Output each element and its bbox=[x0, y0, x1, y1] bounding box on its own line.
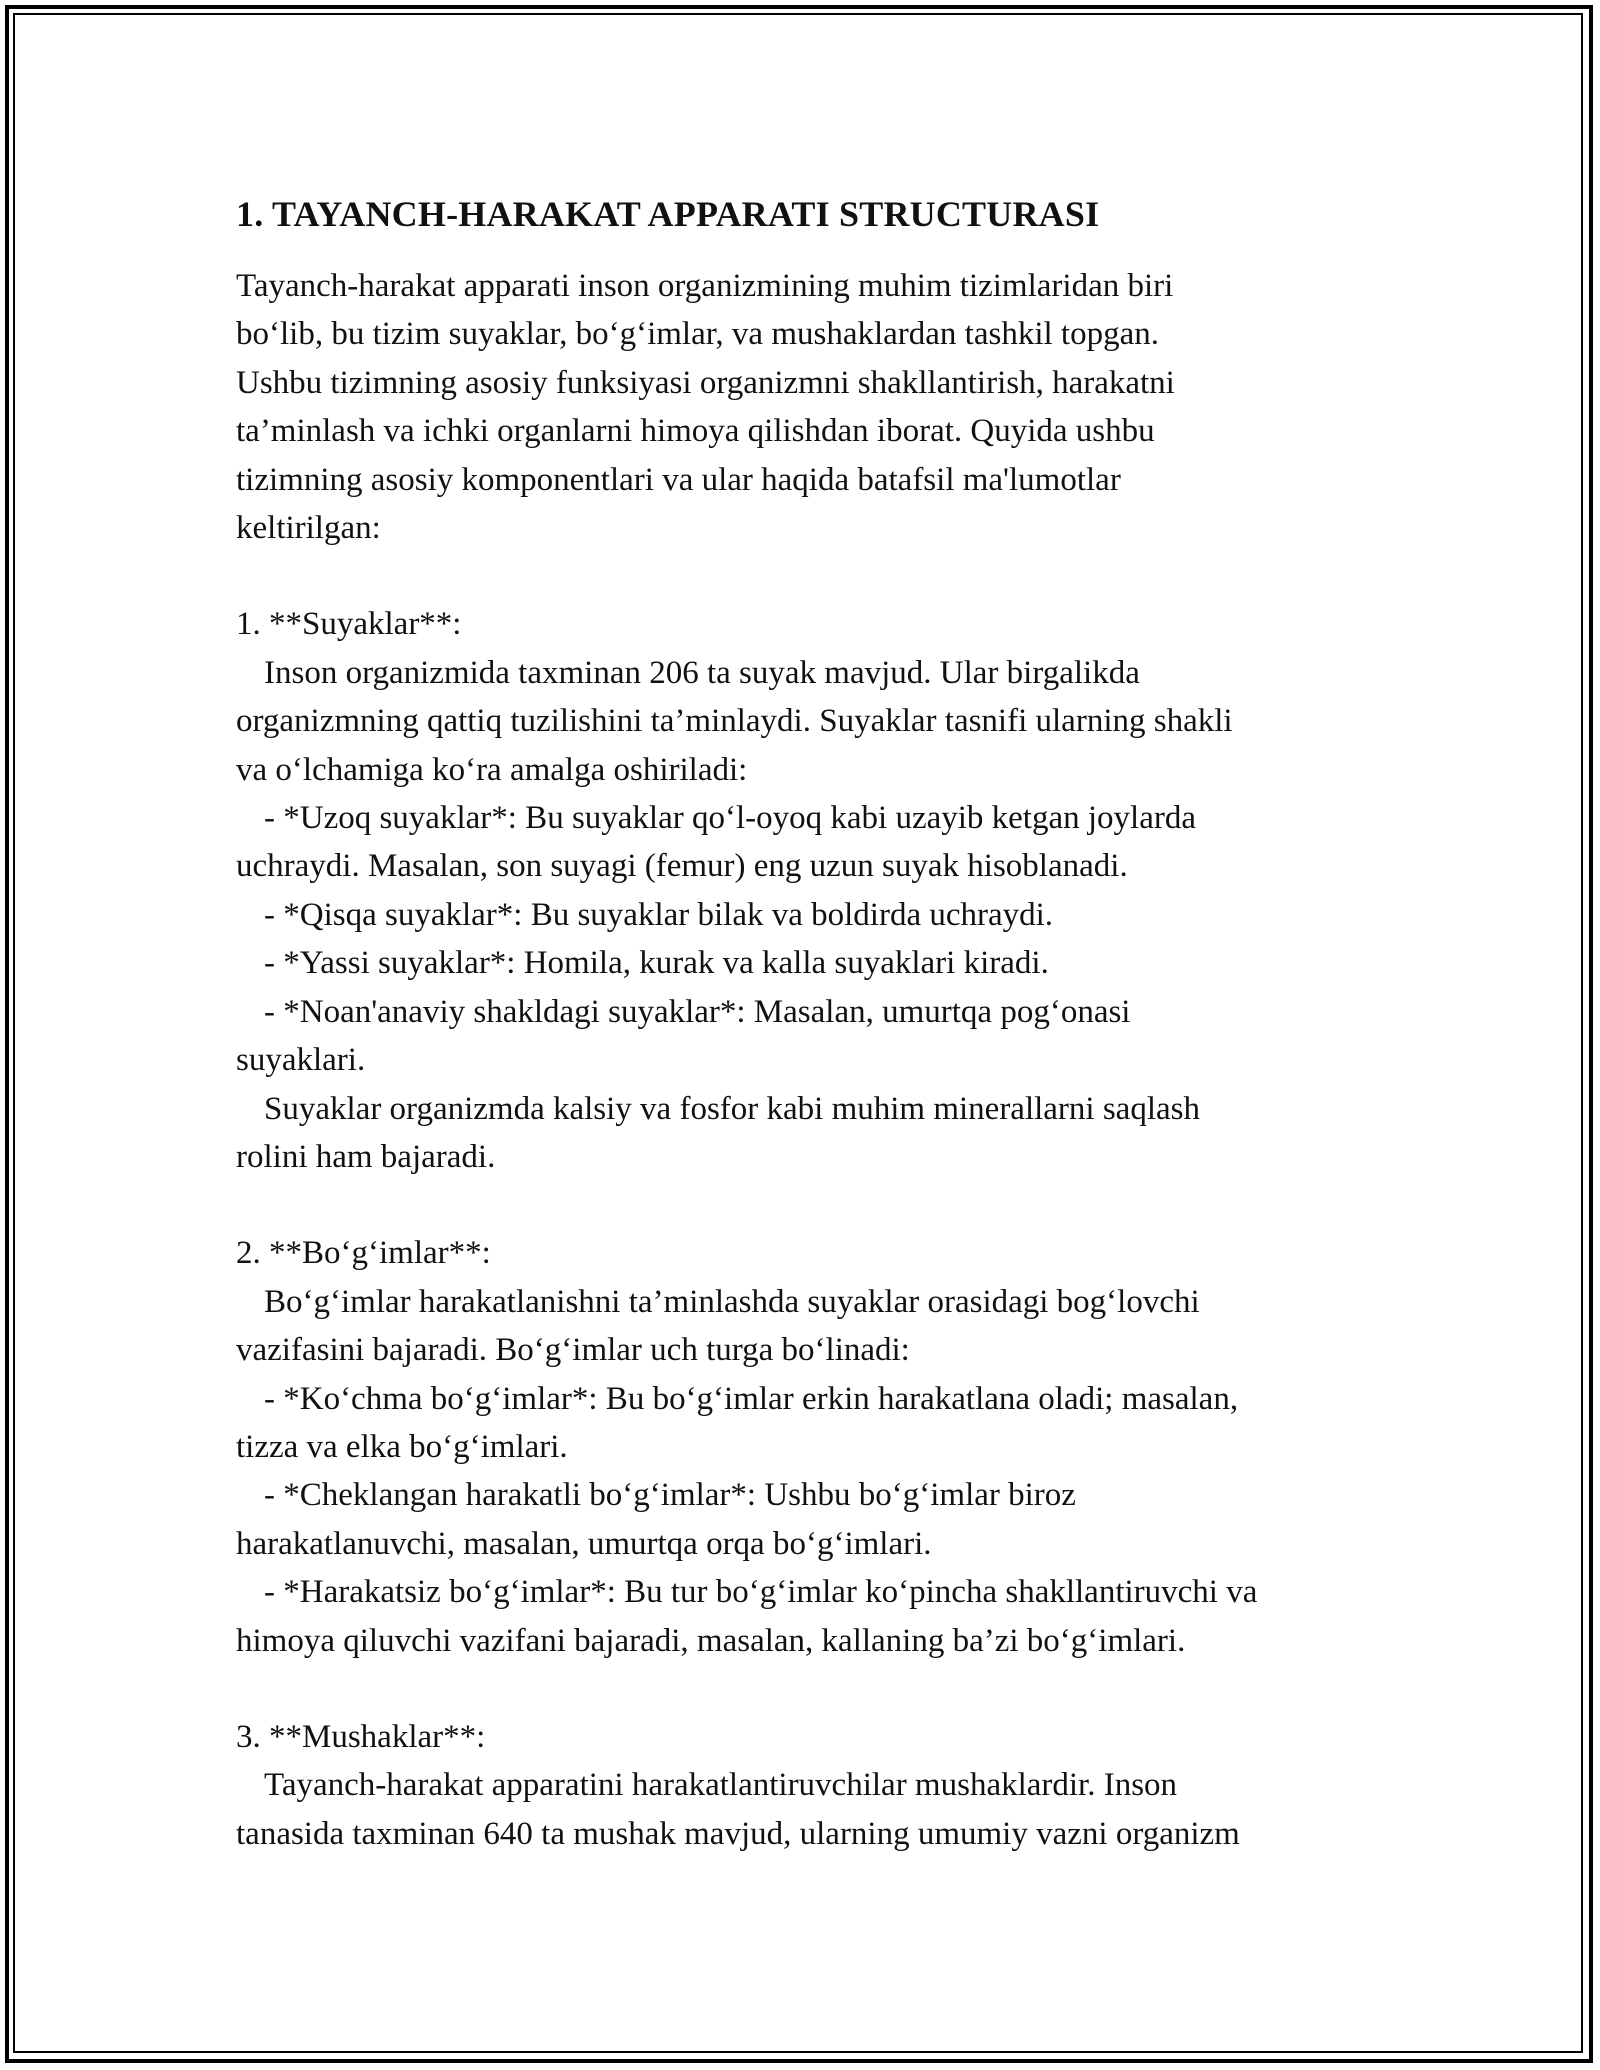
section-line: - *Uzoq suyaklar*: Bu suyaklar qo‘l-oyoq kabi uzayib ketgan joylarda bbox=[264, 800, 1196, 837]
section-line: - *Cheklangan harakatli bo‘g‘imlar*: Ushbu bo‘g‘imlar biroz bbox=[264, 1477, 1076, 1514]
section-line: - *Noan'anaviy shakldagi suyaklar*: Masalan, umurtqa pog‘onasi bbox=[264, 993, 1131, 1030]
section-line: - *Harakatsiz bo‘g‘imlar*: Bu tur bo‘g‘imlar ko‘pincha shakllantiruvchi va bbox=[264, 1574, 1258, 1611]
section-line: himoya qiluvchi vazifani bajaradi, masalan, kallaning ba’zi bo‘g‘imlari. bbox=[236, 1622, 1186, 1659]
intro-line: tizimning asosiy komponentlari va ular haqida batafsil ma'lumotlar bbox=[236, 461, 1121, 498]
intro-line: ta’minlash va ichki organlarni himoya qilishdan iborat. Quyida ushbu bbox=[236, 413, 1155, 450]
sections-container bbox=[236, 552, 1416, 1858]
section-line: Suyaklar organizmda kalsiy va fosfor kabi muhim minerallarni saqlash bbox=[264, 1090, 1200, 1127]
section-line: harakatlanuvchi, masalan, umurtqa orqa bo‘g‘imlari. bbox=[236, 1525, 932, 1562]
section-line: Tayanch-harakat apparatini harakatlantiruvchilar mushaklardir. Inson bbox=[264, 1767, 1178, 1804]
section-line: - *Ko‘chma bo‘g‘imlar*: Bu bo‘g‘imlar erkin harakatlana oladi; masalan, bbox=[264, 1380, 1239, 1417]
section-heading: 3. **Mushaklar**: bbox=[236, 1718, 486, 1755]
intro-line: Tayanch-harakat apparati inson organizmining muhim tizimlaridan biri bbox=[236, 268, 1174, 304]
section-line: - *Yassi suyaklar*: Homila, kurak va kalla suyaklari kiradi. bbox=[264, 945, 1049, 982]
section-3 bbox=[236, 1713, 1416, 1858]
section-line: suyaklari. bbox=[236, 1042, 366, 1079]
intro-paragraph bbox=[236, 262, 1416, 552]
section-heading: 2. **Bo‘g‘imlar**: bbox=[236, 1235, 491, 1272]
section-line: Bo‘g‘imlar harakatlanishni ta’minlashda suyaklar orasidagi bog‘lovchi bbox=[264, 1283, 1200, 1320]
section-gap bbox=[236, 1181, 1416, 1229]
section-line: uchraydi. Masalan, son suyagi (femur) eng uzun suyak hisoblanadi. bbox=[236, 848, 1128, 885]
section-line: - *Qisqa suyaklar*: Bu suyaklar bilak va boldirda uchraydi. bbox=[264, 896, 1054, 933]
document-body bbox=[236, 186, 1416, 1858]
section-line: Inson organizmida taxminan 206 ta suyak mavjud. Ular birgalikda bbox=[264, 654, 1140, 691]
section-line: va o‘lchamiga ko‘ra amalga oshiriladi: bbox=[236, 751, 748, 788]
section-line: tizza va elka bo‘g‘imlari. bbox=[236, 1428, 568, 1465]
intro-line: Ushbu tizimning asosiy funksiyasi organizmni shakllantirish, harakatni bbox=[236, 364, 1175, 401]
intro-line: keltirilgan: bbox=[236, 510, 381, 547]
section-2 bbox=[236, 1229, 1416, 1665]
section-line: rolini ham bajaradi. bbox=[236, 1138, 496, 1175]
intro-line: bo‘lib, bu tizim suyaklar, bo‘g‘imlar, va mushaklardan tashkil topgan. bbox=[236, 316, 1159, 353]
section-line: organizmning qattiq tuzilishini ta’minlaydi. Suyaklar tasnifi ularning shakli bbox=[236, 703, 1233, 740]
section-gap bbox=[236, 552, 1416, 600]
section-line: tanasida taxminan 640 ta mushak mavjud, ularning umumiy vazni organizm bbox=[236, 1815, 1240, 1852]
page-title: 1. TAYANCH-HARAKAT APPARATI STRUCTURASI bbox=[236, 194, 1100, 234]
section-1 bbox=[236, 600, 1416, 1181]
section-line: vazifasini bajaradi. Bo‘g‘imlar uch turga bo‘linadi: bbox=[236, 1332, 910, 1369]
section-heading: 1. **Suyaklar**: bbox=[236, 606, 462, 643]
section-gap bbox=[236, 1665, 1416, 1713]
